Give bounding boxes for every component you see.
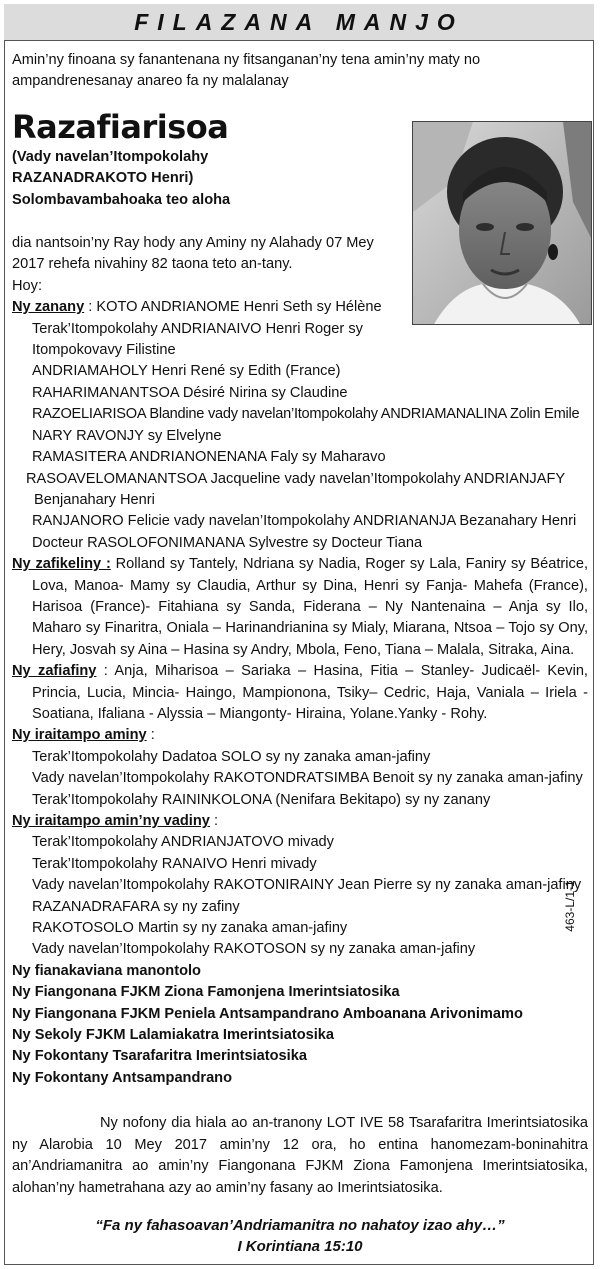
portrait-photo [412, 121, 592, 325]
spouse-sibling-item: Vady navelan’Itompokolahy RAKOTONIRAINY Jean Pierre sy ny zanaka aman-jafiny [32, 877, 582, 894]
institution-item: Ny Fiangonana FJKM Peniela Antsampandrano Amboanana Arivonimamo [12, 1005, 523, 1022]
child-item: RAMASITERA ANDRIANONENANA Faly sy Maharavo [32, 449, 386, 466]
siblings-label: Ny iraitampo aminy [12, 727, 147, 744]
great-grandchildren-paragraph [12, 661, 588, 725]
institution-item: Ny Fokontany Antsampandrano [12, 1069, 233, 1086]
portrait-image [413, 122, 592, 325]
child-item: RAZOELIARISOA Blandine vady navelan’Itompokolahy ANDRIAMANALINA Zolin Emile [32, 406, 580, 423]
grandchildren-label: Ny zafikeliny : [12, 556, 111, 573]
grandchildren-paragraph [12, 554, 588, 661]
spouse-sibling-item: Vady navelan’Itompokolahy RAKOTOSON sy ny zanaka aman-jafiny [32, 941, 476, 958]
institution-item: Ny fianakaviana manontolo [12, 962, 201, 979]
intro-text: Amin’ny finoana sy fanantenana ny fitsanganan’ny tena amin’ny maty no ampandrenesanay anareo fa ny malalanay [12, 52, 481, 90]
spouse-siblings-label: Ny iraitampo amin’ny vadiny [12, 813, 210, 829]
deceased-line-3: Solombavambahoaka teo aloha [12, 191, 231, 208]
great-grandchildren-text: : Anja, Miharisoa – Sariaka – Hasina, Fitia – Stanley- Judicaël- Kevin, Princia, Lucia, Mincia- Haingo, Mampionona, Tsiky– Cedric, Haja, Vaniala – Iriela - Soatiana, Ifaliana - Alyssia – Miangonty- Hiraina, Yolane.Yanky - Rohy. [32, 663, 588, 722]
child-item: Docteur RASOLOFONIMANANA Sylvestre sy Docteur Tiana [32, 534, 423, 551]
institution-item: Ny Fiangonana FJKM Ziona Famonjena Imerintsiatosika [12, 984, 400, 1001]
notice-header: FILAZANA MANJO [4, 4, 594, 41]
reference-code: 463-L/1-1 [563, 880, 577, 932]
sibling-item: Terak’Itompokolahy Dadatoa SOLO sy ny zanaka aman-jafiny [32, 748, 431, 765]
institution-item: Ny Fokontany Tsarafaritra Imerintsiatosika [12, 1048, 307, 1065]
hoy-label: Hoy: [12, 277, 43, 294]
siblings-heading [12, 725, 588, 746]
notice-body [12, 50, 588, 1258]
bible-quote: “Fa ny fahasoavan’Andriamanitra no nahatoy izao ahy…” [95, 1216, 505, 1234]
spouse-siblings-heading [12, 811, 588, 832]
deceased-name: Razafiarisoa [12, 107, 229, 146]
sibling-item: Vady navelan’Itompokolahy RAKOTONDRATSIMBA Benoit sy ny zanaka aman-jafiny [32, 770, 583, 787]
child-item: RASOAVELOMANANTSOA Jacqueline vady navelan’Itompokolahy ANDRIANJAFY Benjanahary Henri [26, 470, 565, 508]
child-item: NARY RAVONJY sy Elvelyne [32, 427, 222, 444]
child-item: Terak’Itompokolahy ANDRIANAIVO Henri Roger sy Itompokovavy Filistine [32, 320, 363, 359]
children-label: Ny zanany [12, 299, 85, 316]
children-first-name: KOTO ANDRIANOME Henri Seth sy Hélène [96, 299, 382, 316]
child-item: RANJANORO Felicie vady navelan’Itompokolahy ANDRIANANJA Bezanahary Henri [32, 513, 577, 530]
institution-item: Ny Sekoly FJKM Lalamiakatra Imerintsiatosika [12, 1027, 335, 1044]
sibling-item: Terak’Itompokolahy RAININKOLONA (Nenifara Bekitapo) sy ny zanany [32, 791, 491, 808]
child-item: ANDRIAMAHOLY Henri René sy Edith (France) [32, 363, 341, 380]
great-grandchildren-label: Ny zafiafiny [12, 663, 97, 680]
funeral-details: Ny nofony dia hiala ao an-tranony LOT IVE 58 Tsarafaritra Imerintsiatosika ny Alarobia 10 Mey 2017 amin’ny 12 ora, ho entina hanomezam-boninahitra an’Andriamanitra ao amin’ny Fiangonana FJKM Ziona Famonjena Imerintsiatosika, alohan’ny hametrahana azy ao amin’ny fasany ao Imerintsiatosika. [12, 1115, 588, 1196]
spouse-sibling-item: Terak’Itompokolahy ANDRIANJATOVO mivady [32, 834, 334, 851]
spouse-siblings-sep: : [209, 813, 218, 829]
spouse-sibling-item: RAZANADRAFARA sy ny zafiny [32, 898, 240, 915]
siblings-sep: : [146, 727, 155, 744]
spouse-sibling-item: Terak’Itompokolahy RANAIVO Henri mivady [32, 855, 317, 872]
deceased-line-1: (Vady navelan’Itompokolahy [12, 148, 209, 165]
spouse-sibling-item: RAKOTOSOLO Martin sy ny zanaka aman-jafiny [32, 920, 348, 937]
death-notice: dia nantsoin’ny Ray hody any Aminy ny Alahady 07 Mey 2017 rehefa nivahiny 82 taona teto an-tany. [12, 235, 374, 273]
child-item: RAHARIMANANTSOA Désiré Nirina sy Claudine [32, 384, 348, 401]
bible-quote-source: I Korintiana 15:10 [237, 1238, 363, 1256]
deceased-line-2: RAZANADRAKOTO Henri) [12, 170, 194, 187]
children-sep: : [84, 299, 97, 316]
grandchildren-text: Rolland sy Tantely, Ndriana sy Nadia, Roger sy Lala, Faniry sy Béatrice, Lova, Manoa- Mamy sy Claudia, Arthur sy Dina, Henri sy Fanja- Mahefa (France), Harisoa (France)- Fitahiana sy Sanda, Fiderana – Ny Nantenaina – Anja sy Ilo, Maharo sy Finaritra, Oniala – Harinandrianina sy Mialy, Miarana, Ntsoa – Tojo sy Ony, Hery, Josvah sy Aina – Hasina sy Andry, Mbola, Feno, Tiana – Malala, Sitraka, Aina. [32, 556, 588, 658]
